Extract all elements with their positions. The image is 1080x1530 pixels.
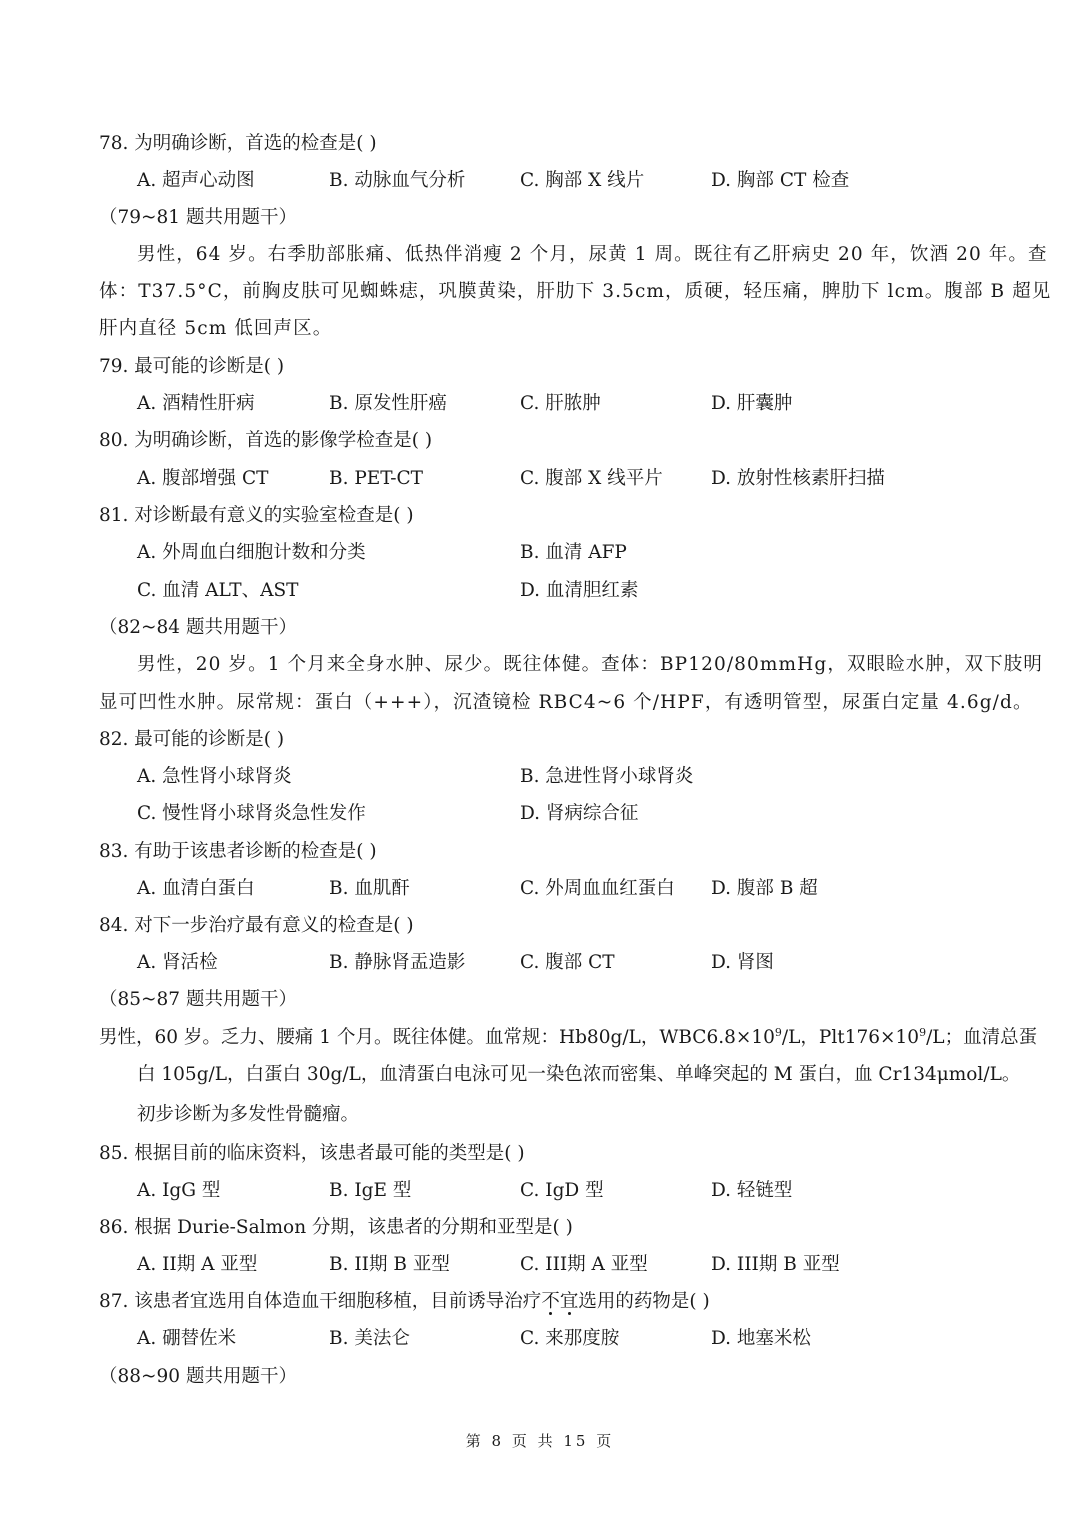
option-d: D. III期 B 亚型 — [711, 1254, 840, 1275]
emphasis-dot-char: 宜 — [559, 1291, 579, 1312]
option-a: A. 硼替佐米 — [137, 1328, 237, 1349]
option-d: D. 轻链型 — [711, 1180, 793, 1201]
option-b: B. 血肌酐 — [329, 878, 410, 899]
option-a: A. 酒精性肝病 — [137, 393, 255, 414]
option-b: B. 美法仑 — [329, 1328, 410, 1349]
question-87 — [0, 1283, 1080, 1320]
case-stem-82-line-1: 男性，20 岁。1 个月来全身水肿、尿少。既往体健。查体：BP120/80mmHg，双眼睑水肿，双下肢明 — [137, 654, 1043, 675]
case-stem-85-line-1: 男性，60 岁。乏力、腰痛 1 个月。既往体健。血常规：Hb80g/L，$WBC6.8\times 10^9/L$，$Plt176\times 10^9/L$；血清总蛋 — [99, 1025, 1038, 1048]
group-header-85: （85~87 题共用题干） — [99, 989, 297, 1010]
options-80 — [0, 460, 1080, 497]
question-stem: 86. 根据 Durie-Salmon 分期，该患者的分期和亚型是( ) — [99, 1217, 573, 1238]
option-a: A. 血清白蛋白 — [137, 878, 255, 899]
option-a: A. 超声心动图 — [137, 170, 255, 191]
option-a: A. IgG 型 — [137, 1180, 221, 1201]
group-header-82: （82~84 题共用题干） — [99, 617, 297, 638]
option-c: C. 腹部 CT — [520, 952, 615, 973]
options-87 — [0, 1320, 1080, 1357]
question-stem: 78. 为明确诊断，首选的检查是( ) — [99, 133, 377, 154]
options-82-row-1 — [0, 758, 1080, 795]
question-stem: 80. 为明确诊断，首选的影像学检查是( ) — [99, 430, 433, 451]
case-stem-79-line-2: 体：T37.5°C，前胸皮肤可见蜘蛛痣，巩膜黄染，肝肋下 3.5cm，质硬，轻压痛，脾肋下 lcm。腹部 B 超见 — [99, 281, 1052, 302]
option-b: B. 原发性肝癌 — [329, 393, 447, 414]
emphasis-dot-char: 不 — [541, 1291, 560, 1312]
options-84 — [0, 944, 1080, 981]
question-82 — [0, 721, 1080, 758]
case-stem-79-line-3: 肝内直径 5cm 低回声区。 — [99, 318, 333, 339]
option-a: A. 腹部增强 CT — [137, 468, 269, 489]
option-a: A. 外周血白细胞计数和分类 — [137, 542, 366, 563]
question-79 — [0, 348, 1080, 385]
option-c: C. 胸部 X 线片 — [520, 170, 645, 191]
question-stem: 87. 该患者宜选用自体造血干细胞移植，目前诱导治疗不宜选用的药物是( ) — [99, 1291, 710, 1312]
question-stem: 81. 对诊断最有意义的实验室检查是( ) — [99, 505, 414, 526]
question-stem: 85. 根据目前的临床资料，该患者最可能的类型是( ) — [99, 1143, 525, 1164]
option-d: D. 血清胆红素 — [520, 580, 639, 601]
option-c: C. III期 A 亚型 — [520, 1254, 648, 1275]
option-c: C. 外周血血红蛋白 — [520, 878, 675, 899]
option-c: C. 来那度胺 — [520, 1328, 620, 1349]
option-d: D. 肾病综合征 — [520, 803, 639, 824]
option-c: C. IgD 型 — [520, 1180, 604, 1201]
case-stem-79-line-1: 男性，64 岁。右季肋部胀痛、低热伴消瘦 2 个月，尿黄 1 周。既往有乙肝病史 20 年，饮酒 20 年。查 — [137, 244, 1048, 265]
options-79 — [0, 385, 1080, 422]
option-d: D. 胸部 CT 检查 — [711, 170, 850, 191]
question-86 — [0, 1209, 1080, 1246]
option-d: D. 地塞米松 — [711, 1328, 811, 1349]
options-83 — [0, 870, 1080, 907]
option-c: C. 肝脓肿 — [520, 393, 601, 414]
case-stem-85-line-3: 初步诊断为多发性骨髓瘤。 — [137, 1104, 360, 1125]
question-84 — [0, 907, 1080, 944]
case-stem-85-line-2: 白 105g/L，白蛋白 30g/L，血清蛋白电泳可见一染色浓而密集、单峰突起的 M 蛋白，血 Cr134μmol/L。 — [137, 1064, 1021, 1085]
option-a: A. 肾活检 — [137, 952, 218, 973]
option-d: D. 肝囊肿 — [711, 393, 793, 414]
option-b: B. II期 B 亚型 — [329, 1254, 450, 1275]
question-stem: 79. 最可能的诊断是( ) — [99, 356, 285, 377]
option-d: D. 肾图 — [711, 952, 774, 973]
options-81-row-1 — [0, 534, 1080, 571]
options-86 — [0, 1246, 1080, 1283]
question-80 — [0, 422, 1080, 459]
question-83 — [0, 833, 1080, 870]
options-81-row-2 — [0, 572, 1080, 609]
option-b: B. 静脉肾盂造影 — [329, 952, 466, 973]
question-85 — [0, 1135, 1080, 1172]
option-c: C. 腹部 X 线平片 — [520, 468, 663, 489]
question-stem: 83. 有助于该患者诊断的检查是( ) — [99, 841, 377, 862]
option-a: A. 急性肾小球肾炎 — [137, 766, 292, 787]
option-d: D. 腹部 B 超 — [711, 878, 818, 899]
options-85 — [0, 1172, 1080, 1209]
case-stem-82-line-2: 显可凹性水肿。尿常规：蛋白（+++），沉渣镜检 RBC4~6 个/HPF，有透明管型，尿蛋白定量 4.6g/d。 — [99, 692, 1033, 713]
option-b: B. 动脉血气分析 — [329, 170, 466, 191]
page-number: 第 8 页 共 15 页 — [465, 1432, 615, 1450]
options-82-row-2 — [0, 795, 1080, 832]
option-c: C. 慢性肾小球肾炎急性发作 — [137, 803, 366, 824]
option-b: B. IgE 型 — [329, 1180, 412, 1201]
option-b: B. 急进性肾小球肾炎 — [520, 766, 694, 787]
group-header-79: （79~81 题共用题干） — [99, 207, 297, 228]
question-stem: 82. 最可能的诊断是( ) — [99, 729, 285, 750]
question-78 — [0, 125, 1080, 162]
option-a: A. II期 A 亚型 — [137, 1254, 258, 1275]
group-header-88: （88~90 题共用题干） — [99, 1366, 297, 1387]
question-81 — [0, 497, 1080, 534]
options-78 — [0, 162, 1080, 199]
option-d: D. 放射性核素肝扫描 — [711, 468, 885, 489]
option-b: B. 血清 AFP — [520, 542, 627, 563]
option-b: B. PET-CT — [329, 468, 424, 489]
question-stem: 84. 对下一步治疗最有意义的检查是( ) — [99, 915, 414, 936]
option-c: C. 血清 ALT、AST — [137, 580, 299, 601]
